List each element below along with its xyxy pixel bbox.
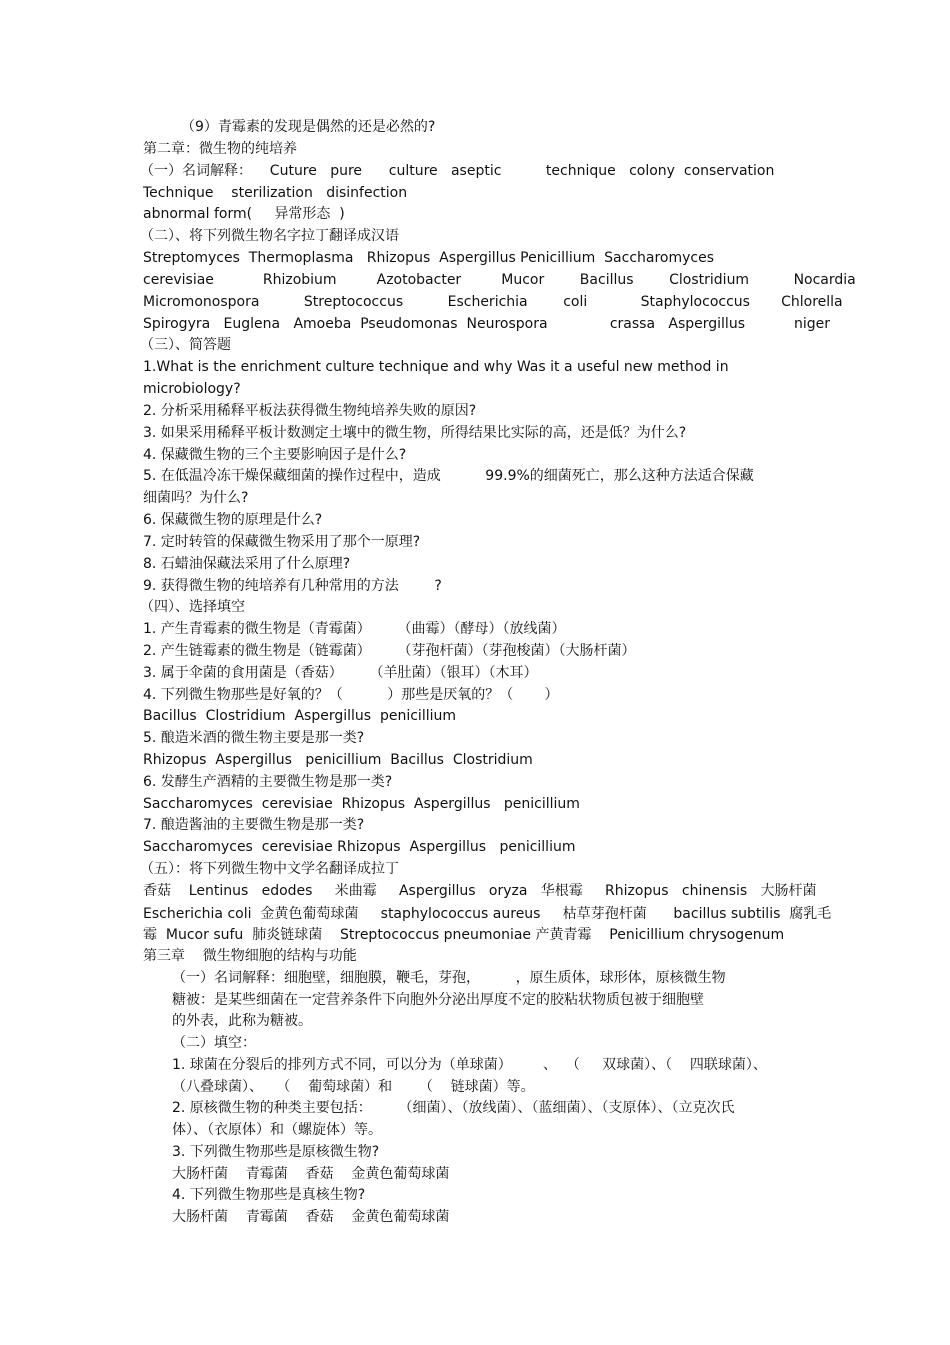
section-3-heading: （三）、简答题 [140,337,231,353]
latin-names-line-4: Spirogyra Euglena Amoeba Pseudomonas Neurospora crassa Aspergillus niger [143,316,830,332]
translate-line-3: 霉 Mucor sufu 肺炎链球菌 Streptococcus pneumoniae 产黄青霉 Penicillium chrysogenum [143,927,785,943]
translate-line-2: Escherichia coli 金黄色葡萄球菌 staphylococcus aureus 枯草芽孢杆菌 bacillus subtilis 腐乳毛 [143,906,832,922]
fill-blank-3: 3. 下列微生物那些是原核微生物? [172,1144,380,1160]
question-9: （9）青霉素的发现是偶然的还是必然的? [181,119,436,135]
choice-3: 3. 属于伞菌的食用菌是（香菇） （羊肚菌）（银耳）（木耳） [143,665,538,681]
choice-5: 5. 酿造米酒的微生物主要是那一类? [143,730,365,746]
choice-2: 2. 产生链霉素的微生物是（链霉菌） （芽孢杆菌）（芽孢梭菌）（大肠杆菌） [143,643,636,659]
short-answer-7: 7. 定时转管的保藏微生物采用了那个一原理? [143,534,421,550]
short-answer-3: 3. 如果采用稀释平板计数测定土壤中的微生物，所得结果比实际的高，还是低？为什么? [143,425,687,441]
fill-blank-2: 2. 原核微生物的种类主要包括： （细菌）、（放线菌）、（蓝细菌）、（支原体）、（立克次氏 [172,1100,735,1116]
fill-blank-1: 1. 球菌在分裂后的排列方式不同，可以分为（单球菌） 、 （ 双球菌）、（ 四联球菌）、 [172,1057,767,1073]
choice-4: 4. 下列微生物那些是好氧的？（ ）那些是厌氧的？（ ） [143,687,559,703]
terms-continued: Technique sterilization disinfection [143,185,408,201]
fill-blank-4-options: 大肠杆菌 青霉菌 香菇 金黄色葡萄球菌 [172,1209,450,1225]
short-answer-1: 1.What is the enrichment culture technique and why Was it a useful new method in [143,359,729,375]
section-5-heading: （五）：将下列微生物中文学名翻译成拉丁 [140,861,399,877]
short-answer-1-cont: microbiology? [143,381,241,397]
short-answer-5: 5. 在低温冷冻干燥保藏细菌的操作过程中，造成 99.9%的细菌死亡，那么这种方法适合保藏 [143,468,754,484]
latin-names-line-2: cerevisiae Rhizobium Azotobacter Mucor Bacillus Clostridium Nocardia [143,272,856,288]
choice-1: 1. 产生青霉素的微生物是（青霉菌） （曲霉）（酵母）（放线菌） [143,621,566,637]
short-answer-2: 2. 分析采用稀释平板法获得微生物纯培养失败的原因? [143,403,477,419]
choice-6-options: Saccharomyces cerevisiae Rhizopus Aspergillus penicillium [143,796,580,812]
latin-names-line-3: Micromonospora Streptococcus Escherichia coli Staphylococcus Chlorella [143,294,843,310]
chapter-2-heading: 第二章：微生物的纯培养 [143,141,297,157]
choice-6: 6. 发酵生产酒精的主要微生物是那一类? [143,774,393,790]
choice-5-options: Rhizopus Aspergillus penicillium Bacillus Clostridium [143,752,533,768]
choice-4-options: Bacillus Clostridium Aspergillus penicillium [143,708,456,724]
fill-blank-4: 4. 下列微生物那些是真核生物? [172,1187,366,1203]
translate-line-1: 香菇 Lentinus edodes 米曲霉 Aspergillus oryza 华根霉 Rhizopus chinensis 大肠杆菌 [143,883,817,899]
chapter-3-terms: （一）名词解释：细胞壁，细胞膜，鞭毛，芽孢， ，原生质体，球形体，原核微生物 [172,970,726,986]
latin-names-line-1: Streptomyces Thermoplasma Rhizopus Aspergillus Penicillium Saccharomyces [143,250,715,266]
short-answer-9: 9. 获得微生物的纯培养有几种常用的方法 ? [143,578,442,594]
fill-blank-2-cont: 体）、（衣原体）和（螺旋体）等。 [172,1122,382,1138]
section-1-terms: （一）名词解释： Cuture pure culture aseptic technique colony conservation [140,163,775,179]
short-answer-8: 8. 石蜡油保藏法采用了什么原理? [143,556,351,572]
chapter-3-heading: 第三章 微生物细胞的结构与功能 [143,948,357,964]
choice-7-options: Saccharomyces cerevisiae Rhizopus Aspergillus penicillium [143,839,576,855]
terms-abnormal-form: abnormal form( 异常形态 ) [143,206,345,222]
short-answer-6: 6. 保藏微生物的原理是什么? [143,512,323,528]
fill-blank-3-options: 大肠杆菌 青霉菌 香菇 金黄色葡萄球菌 [172,1166,450,1182]
choice-7: 7. 酿造酱油的主要微生物是那一类? [143,817,365,833]
fill-blank-heading: （二）填空： [172,1035,256,1051]
capsule-definition: 糖被：是某些细菌在一定营养条件下向胞外分泌出厚度不定的胶粘状物质包被于细胞壁 [172,992,704,1008]
fill-blank-1-cont: （八叠球菌）、 （ 葡萄球菌）和 （ 链球菌）等。 [172,1079,535,1095]
short-answer-5-cont: 细菌吗？为什么? [143,490,249,506]
section-4-heading: （四）、选择填空 [140,599,245,615]
capsule-definition-cont: 的外表，此称为糖被。 [172,1013,312,1029]
short-answer-4: 4. 保藏微生物的三个主要影响因子是什么? [143,447,407,463]
section-2-heading: （二）、将下列微生物名字拉丁翻译成汉语 [140,228,399,244]
